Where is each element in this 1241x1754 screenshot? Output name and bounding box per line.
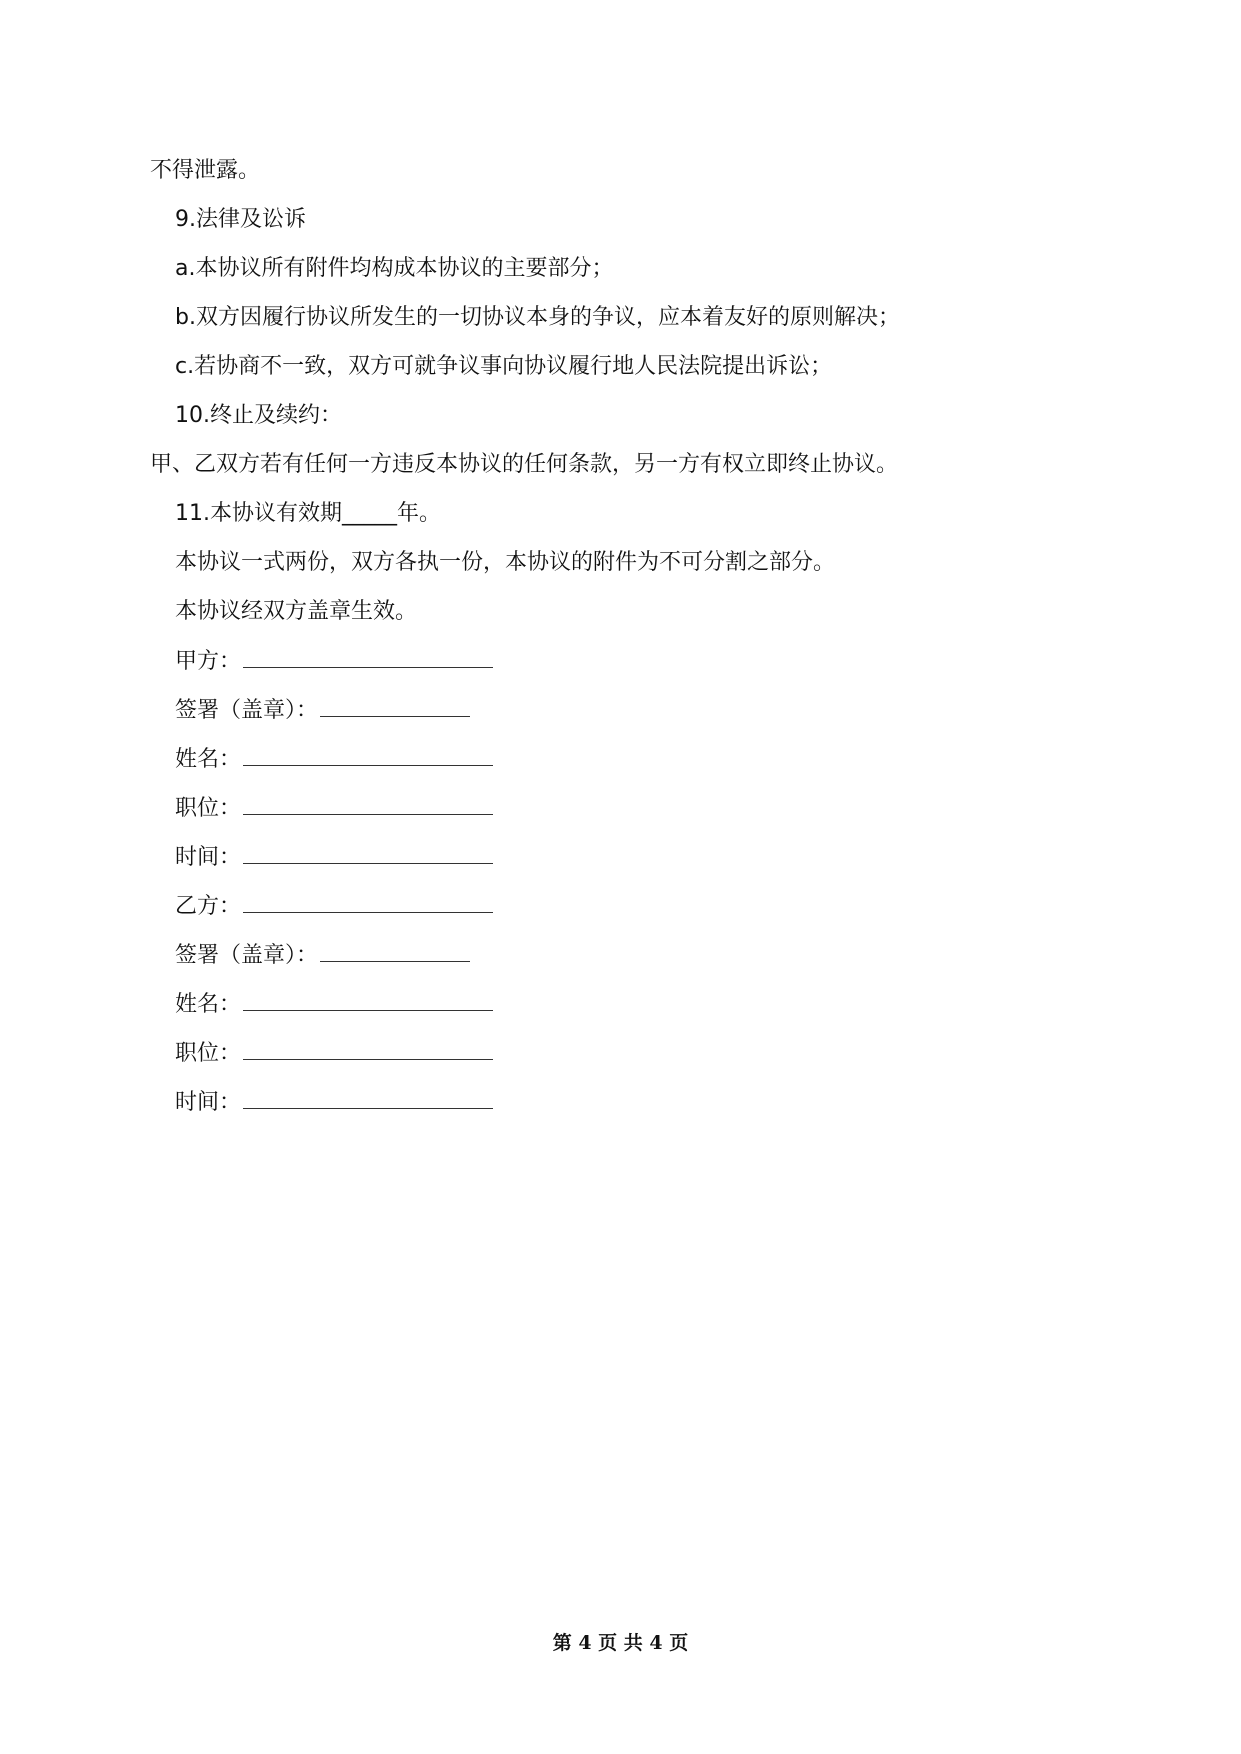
- party-a-seal-blank[interactable]: [320, 694, 470, 717]
- party-b-position-blank[interactable]: [243, 1037, 493, 1060]
- page-footer: 第 4 页 共 4 页: [552, 1632, 689, 1654]
- party-b-position-label: 职位：: [175, 1041, 242, 1066]
- party-a-time-label: 时间：: [175, 845, 242, 870]
- party-b-time-blank[interactable]: [243, 1086, 493, 1109]
- party-b-time-label: 时间：: [175, 1090, 242, 1115]
- copies-clause: 本协议一式两份，双方各执一份，本协议的附件为不可分割之部分。: [175, 550, 836, 575]
- party-a-position-blank[interactable]: [243, 792, 493, 815]
- party-a-name-blank[interactable]: [243, 743, 493, 766]
- clause-b: b.双方因履行协议所发生的一切协议本身的争议，应本着友好的原则解决；: [175, 305, 900, 330]
- party-b-position-row: [150, 1037, 1110, 1086]
- party-a-time-blank[interactable]: [243, 841, 493, 864]
- party-b-seal-label: 签署（盖章）：: [175, 943, 319, 968]
- party-b-time-row: [150, 1086, 1110, 1135]
- party-b-name-row: [150, 988, 1110, 1037]
- validity-clause: 11.本协议有效期_____年。: [175, 501, 441, 526]
- party-b-name-label: 姓名：: [175, 992, 242, 1017]
- party-a-name-label: 姓名：: [175, 747, 242, 772]
- party-b-blank[interactable]: [243, 890, 493, 913]
- clause-c: c.若协商不一致，双方可就争议事向协议履行地人民法院提出诉讼；: [175, 354, 833, 379]
- party-a-seal-label: 签署（盖章）：: [175, 698, 319, 723]
- party-a-blank[interactable]: [243, 645, 493, 668]
- party-a-name-row: [150, 743, 1110, 792]
- party-b-name-blank[interactable]: [243, 988, 493, 1011]
- party-b-seal-row: [150, 939, 1110, 988]
- party-b-seal-blank[interactable]: [320, 939, 470, 962]
- party-a-row: [150, 645, 1110, 694]
- text-line: 不得泄露。: [150, 158, 261, 183]
- party-a-time-row: [150, 841, 1110, 890]
- party-a-seal-row: [150, 694, 1110, 743]
- section-heading-law: 9.法律及讼诉: [175, 207, 306, 232]
- section-heading-termination: 10.终止及续约：: [175, 403, 342, 428]
- party-b-label: 乙方：: [175, 894, 242, 919]
- party-a-position-row: [150, 792, 1110, 841]
- party-a-label: 甲方：: [175, 649, 242, 674]
- clause-a: a.本协议所有附件均构成本协议的主要部分；: [175, 256, 614, 281]
- party-b-row: [150, 890, 1110, 939]
- document-body: [150, 155, 1110, 1135]
- termination-text: 甲、乙双方若有任何一方违反本协议的任何条款，另一方有权立即终止协议。: [150, 452, 899, 477]
- effective-clause: 本协议经双方盖章生效。: [175, 599, 418, 624]
- party-a-position-label: 职位：: [175, 796, 242, 821]
